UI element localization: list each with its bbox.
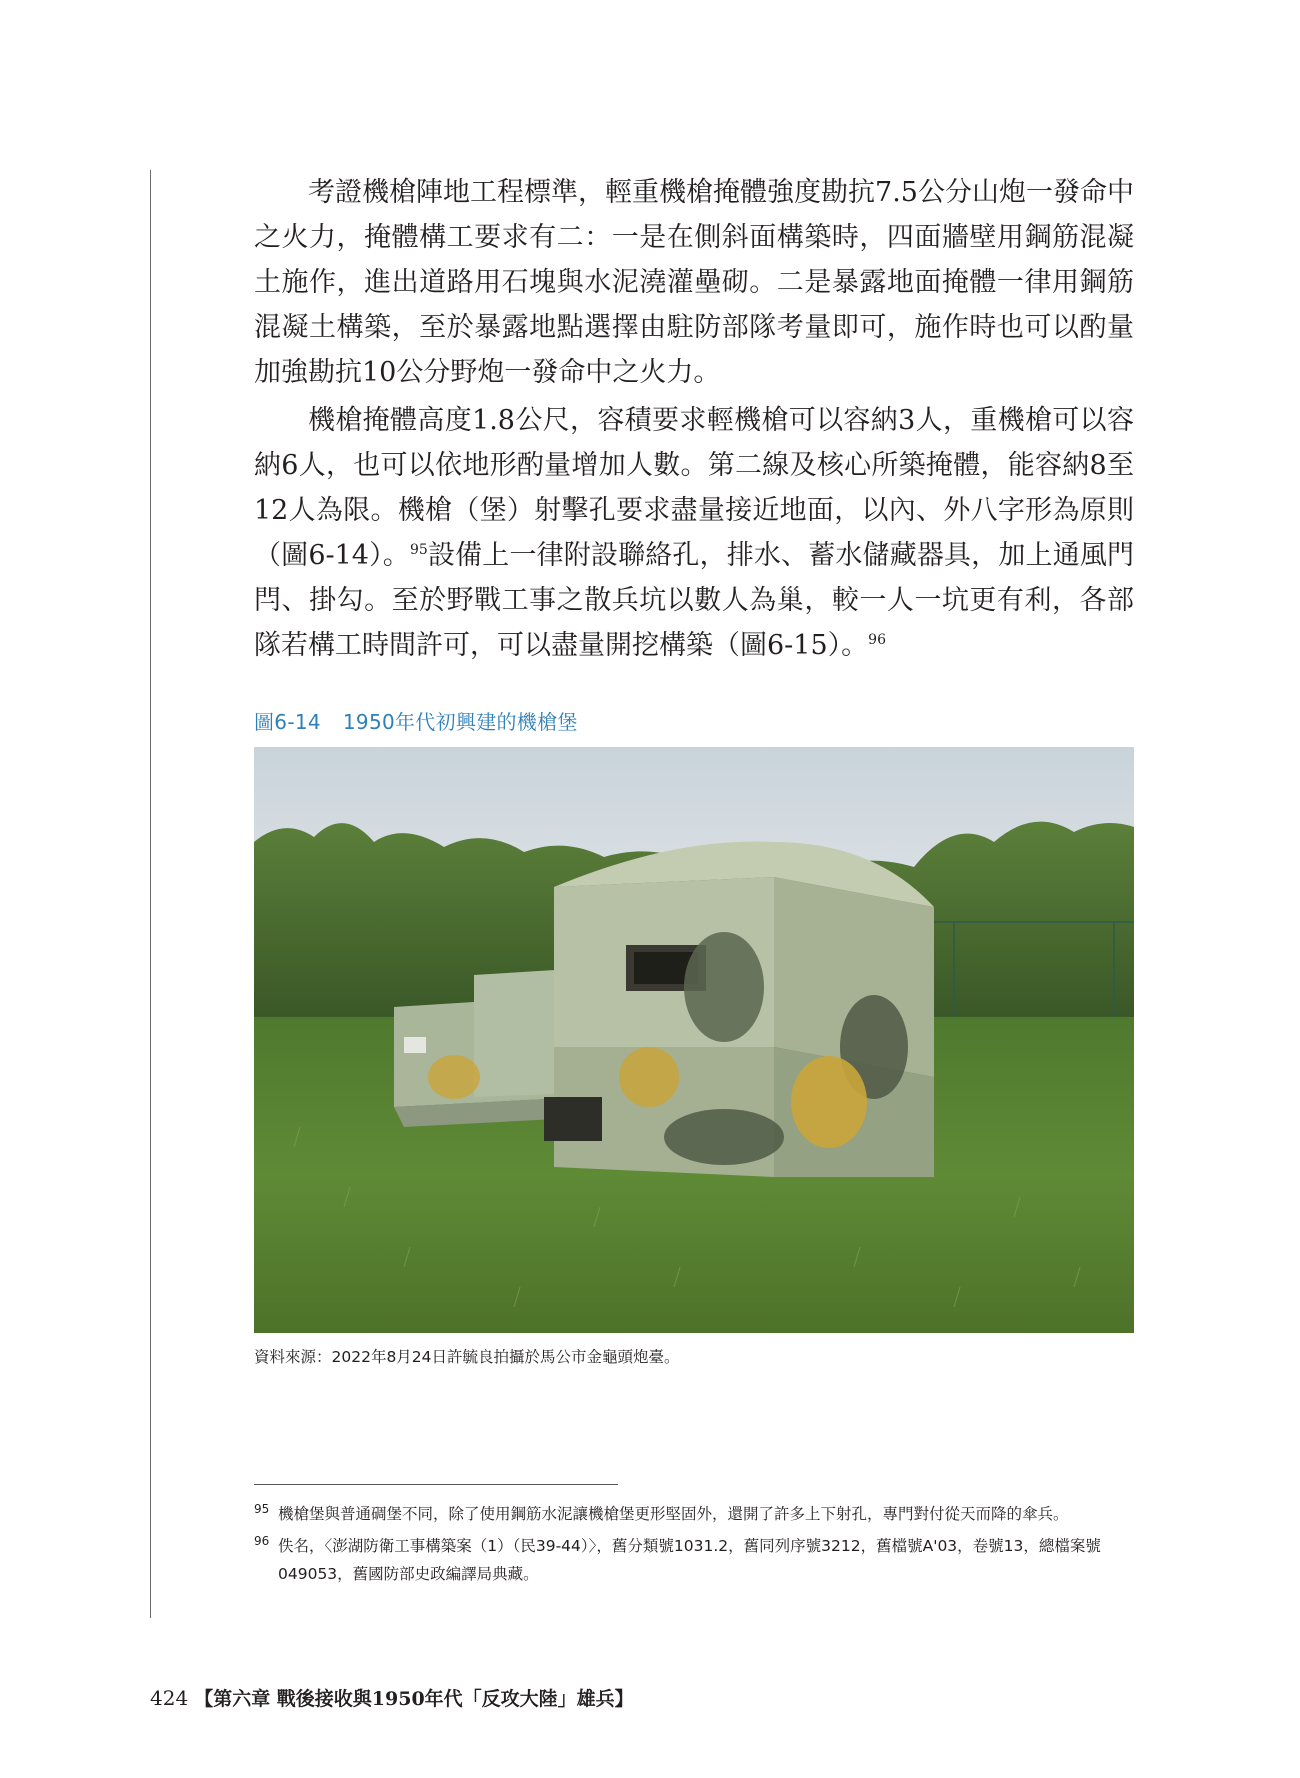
photo-source: 資料來源：2022年8月24日許毓良拍攝於馬公市金龜頭炮臺。 [254,1348,680,1366]
footnote-96 [254,1532,1134,1588]
paragraph-2-part-a: 機槍掩體高度1.8公尺，容積要求輕機槍可以容納3人，重機槍可以容納6人，也可以依地形酌量增加人數。第二線及核心所築掩體，能容納8至12人為限。機槍（堡）射擊孔要求盡量接近地面，以內、外八字形為原則（圖6-14）。 [254,405,1134,571]
footnote-ref-96[interactable]: 96 [868,632,886,648]
paragraph-2 [254,398,1134,668]
body-text [254,170,1134,671]
footnote-ref-95[interactable]: 95 [409,542,428,558]
chapter-title: 【第六章 戰後接收與1950年代「反攻大陸」雄兵】 [194,1688,634,1710]
footnote-divider [254,1484,618,1485]
footnote-95 [254,1500,1134,1528]
footnote-number: 96 [254,1534,270,1548]
footnote-number: 95 [254,1502,270,1516]
page-number: 424 [150,1686,189,1710]
footnote-text: 機槍堡與普通碉堡不同，除了使用鋼筋水泥讓機槍堡更形堅固外，還開了許多上下射孔，專門對付從天而降的傘兵。 [278,1505,1069,1523]
margin-rule [150,170,151,1618]
footnote-text: 佚名，〈澎湖防衛工事構築案（1）（民39-44）〉，舊分類號1031.2，舊同列序號3212，舊檔號A'03，卷號13，總檔案號049053，舊國防部史政編譯局典藏。 [278,1537,1101,1583]
figure-caption [254,706,600,735]
figure-number: 圖6-14 [254,710,321,734]
paragraph-2-part-b: 設備上一律附設聯絡孔，排水、蓄水儲藏器具，加上通風門閂、掛勾。至於野戰工事之散兵坑以數人為巢，較一人一坑更有利，各部隊若構工時間許可，可以盡量開挖構築（圖6-15）。 [254,540,1134,661]
footnotes [254,1500,1134,1592]
bunker-photo [254,747,1134,1333]
figure-title: 1950年代初興建的機槍堡 [342,710,578,734]
paragraph-1: 考證機槍陣地工程標準，輕重機槍掩體強度勘抗7.5公分山炮一發命中之火力，掩體構工要求有二：一是在側斜面構築時，四面牆壁用鋼筋混凝土施作，進出道路用石塊與水泥澆灌壘砌。二是暴露地面掩體一律用鋼筋混凝土構築，至於暴露地點選擇由駐防部隊考量即可，施作時也可以酌量加強勘抗10公分野炮一發命中之火力。 [254,177,1134,388]
running-footer [150,1684,634,1711]
